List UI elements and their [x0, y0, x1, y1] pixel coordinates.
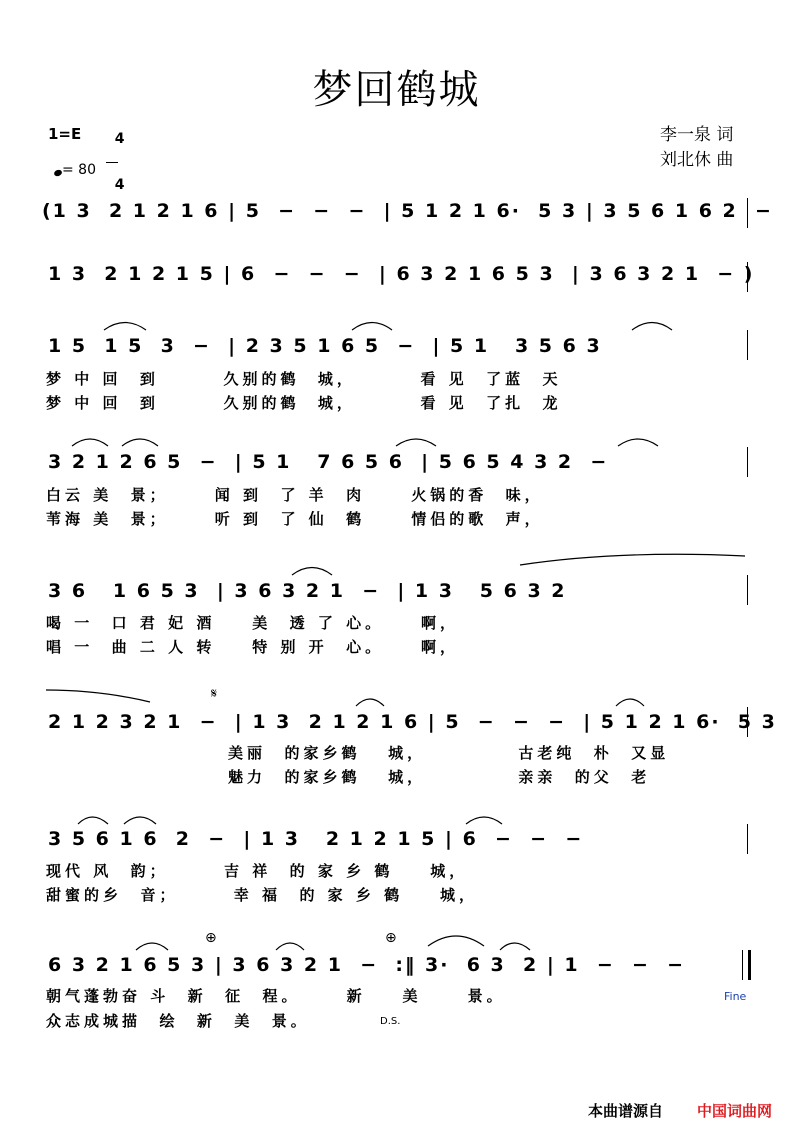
- footer-site-link[interactable]: 中国词曲网: [697, 1102, 773, 1120]
- tempo-value: = 80: [62, 162, 96, 178]
- slur: [632, 323, 672, 331]
- lyrics-line-8-verse-2: 众志成城描 绘 新 美 景。: [46, 1012, 310, 1030]
- ds-mark: D.S.: [380, 1016, 401, 1027]
- lyrics-line-7-verse-1: 现代 风 韵； 吉 祥 的 家 乡 鹤 城，: [46, 862, 469, 880]
- notation-line-7: 3 5 6 1 6 2 − | 1 3 2 1 2 1 5 | 6 − − −: [48, 828, 584, 850]
- lyrics-line-6-verse-2: 魅力 的家乡鹤 城， 亲亲 的父 老: [228, 768, 651, 786]
- lyrics-line-3-verse-2: 梦 中 回 到 久别的鹤 城， 看 见 了扎 龙: [46, 394, 562, 412]
- lyrics-line-8-verse-1: 朝气蓬勃奋 斗 新 征 程。 新 美 景。: [46, 987, 506, 1005]
- notation-line-3: 1 5 1 5 3 − | 2 3 5 1 6 5 − | 5 1 3 5 6 3: [48, 335, 602, 357]
- slur: [352, 323, 392, 331]
- slur: [500, 943, 530, 950]
- fine-mark: Fine: [724, 990, 747, 1003]
- phrase-arc: [46, 690, 150, 702]
- coda-mark-2: ⊕: [385, 930, 397, 946]
- slur: [276, 943, 304, 950]
- slur: [104, 323, 146, 331]
- key-signature: 1=E: [48, 125, 82, 143]
- slur: [356, 699, 384, 706]
- notation-line-1: (1 3 2 1 2 1 6 | 5 − − − | 5 1 2 1 6· 5 3 | 3 5 6 1 6 2 −: [42, 200, 773, 222]
- slur: [78, 817, 108, 824]
- lyrics-line-5-verse-2: 唱 一 曲 二 人 转 特 别 开 心。 啊，: [46, 638, 460, 656]
- lyrics-line-6-verse-1: 美丽 的家乡鹤 城， 古老纯 朴 又显: [228, 744, 670, 762]
- composer: 刘北休 曲: [660, 150, 734, 170]
- notation-line-4: 3 2 1 2 6 5 − | 5 1 7 6 5 6 | 5 6 5 4 3 2 −: [48, 451, 609, 473]
- notation-line-8: 6 3 2 1 6 5 3 | 3 6 3 2 1 − :‖ 3· 6 3 2 | 1 − − −: [48, 954, 686, 976]
- lyrics-line-3-verse-1: 梦 中 回 到 久别的鹤 城， 看 见 了蓝 天: [46, 370, 562, 388]
- time-signature-top: 4: [114, 131, 125, 147]
- notation-line-2: 1 3 2 1 2 1 5 | 6 − − − | 6 3 2 1 6 5 3 | 3 6 3 2 1 − ): [48, 263, 755, 285]
- segno-mark: 𝄋: [211, 686, 218, 702]
- slur: [124, 817, 156, 824]
- time-signature-bottom: 4: [114, 177, 125, 193]
- notation-line-6: 2 1 2 3 2 1 − | 1 3 2 1 2 1 6 | 5 − − − | 5 1 2 1 6· 5 3: [48, 711, 777, 733]
- slur: [292, 568, 332, 576]
- slur: [72, 439, 108, 446]
- footer-source-label: 本曲谱源自: [588, 1102, 664, 1120]
- slur: [618, 439, 658, 446]
- slur: [136, 943, 168, 950]
- phrase-arc: [520, 554, 745, 565]
- lyrics-line-4-verse-2: 苇海 美 景； 听 到 了 仙 鹤 情侣的歌 声，: [46, 510, 544, 528]
- notation-line-5: 3 6 1 6 5 3 | 3 6 3 2 1 − | 1 3 5 6 3 2: [48, 580, 567, 602]
- slur: [122, 439, 158, 446]
- coda-mark-1: ⊕: [205, 930, 217, 946]
- slur: [466, 817, 502, 824]
- song-title: 梦回鹤城: [312, 67, 481, 113]
- slur: [616, 699, 644, 706]
- slur: [428, 936, 484, 946]
- lyricist: 李一泉 词: [660, 125, 734, 145]
- slur: [396, 439, 436, 446]
- lyrics-line-5-verse-1: 喝 一 口 君 妃 酒 美 透 了 心。 啊，: [46, 614, 460, 632]
- lyrics-line-4-verse-1: 白云 美 景； 闻 到 了 羊 肉 火锅的香 味，: [46, 486, 544, 504]
- lyrics-line-7-verse-2: 甜蜜的乡 音； 幸 福 的 家 乡 鹤 城，: [46, 886, 479, 904]
